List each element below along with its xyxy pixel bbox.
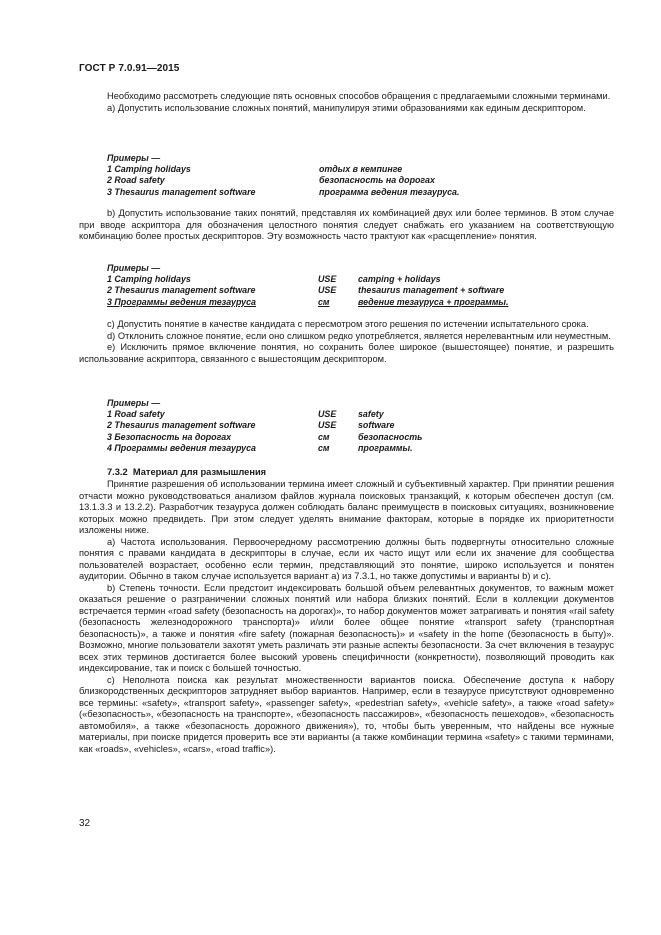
- option-e-paragraph: е) Исключить прямое включение понятия, но сохранить более широкое (вышестоящее) понятие, и разрешить использование аскриптора, связанного с вышестоящим дескриптором.: [79, 342, 614, 364]
- section-title: Материал для размышления: [132, 467, 267, 477]
- option-b-paragraph: b) Допустить использование таких понятий, представляя их комбинацией двух или более терминов. В этом случае при вводе аскриптора для обозначения целостного понятия следует снабжать его указанием на соответствующую комбинацию более простых дескрипторов. Эту возможность часто трактуют как «расщепление» понятия.: [79, 208, 614, 241]
- section-heading: [107, 467, 266, 477]
- factor-c-paragraph: с) Неполнота поиска как результат множественности вариантов поиска. Обеспечение доступа к набору близкородственных дескрипторов затрудняет выбор вариантов. Например, если в тезаурусе присутствуют одновременно все термины: «safety», «transport safety», «passenger safety», «pedestrian safety», «vehicle safety», а также «road safety» («безопасность», «безопасность на транспорте», «безопасность пассажиров», «безопасность пешеходов», «безопасность автомобиля», а также «безопасность дорожного движения»), то, чтобы быть уверенным, что найдены все нужные материалы, при поиске придется проверить все эти варианты (а также комбинации термина «safety» с такими терминами, как «roads», «vehicles», «cars», «road traffic»).: [79, 674, 614, 754]
- document-header: ГОСТ Р 7.0.91—2015: [79, 63, 180, 74]
- document-page: ГОСТ Р 7.0.91—2015 Необходимо рассмотреть следующие пять основных способов обращения с предлагаемыми сложными терминами. а) Допустить использование сложных понятий, манипулируя этими образованиями как единым дескриптором. Примеры — 1 Camping holidays отдых в кемпинге 2 Road safety безопасность на дорогах 3 Thesaurus management software программа ведения тезауруса. b) Допустить использование таких понятий, представляя их комбинацией двух или более терминов. В этом случае при вводе аскриптора для обозначения целостного понятия следует снабжать его указанием на соответствующую комбинацию более простых дескрипторов. Эту возможность часто трактуют как «расщепление» понятия. Примеры — 1 Camping holidays USE camping + holidays 2 Thesaurus management software USE thesaurus management + software 3 Программы ведения тезауруса см ведение тезауруса + программы. с) Допустить понятие в качестве кандидата с пересмотром этого решения по истечении испытательного срока. d) Отклонить сложное понятие, если оно слишком редко употребляется, является нерелевантным или неуместным. е) Исключить прямое включение понятия, но сохранить более широкое (вышестоящее) понятие, и разрешить использование аскриптора, связанного с вышестоящим дескриптором. Примеры — 1 Road safety USE safety 2 Thesaurus management software USE software 3 Безопасность на дорогах см безопасность 4 Программы ведения тезауруса см программы. 7.3.2 Материал для размышления Принятие разрешения об использовании термина имеет сложный и субъективный характер. При принятии решения отчасти можно руководствоваться анализом файлов журнала поисковых транзакций, к которым обеспечен доступ (см. 13.1.3.3 и 13.2.2). Разработчик тезауруса должен соблюдать баланс преимуществ в поисковых ситуациях, возникновение которых можно предвидеть. При этом следует уделять внимание факторам, которые в порядке их приоритетности изложены ниже. а) Частота использования. Первоочередному рассмотрению должны быть подвергнуты относительно сложные понятия с правами кандидата в дескрипторы в случае, если их часто ищут или если их значение для сообщества пользователей возрастает, особенно если термин, представляющий это понятие, широко используется и понятен аудитории. Обычно в таком случае используется вариант а) из 7.3.1, но также допустимы и варианты b) и с). b) Степень точности. Если предстоит индексировать большой объем релевантных документов, то важным может оказаться решение о разграничении сложных понятий или набора близких понятий. Если в коллекции документов встречается термин «road safety (безопасность на дорогах)», то набор документов может затрагивать и понятия «rail safety (безопасность железнодорожного транспорта)» и/или более общее понятие «transport safety (транспортная безопасность)», а также и понятия «fire safety (пожарная безопасность)» и «safety in the home (безопасность в быту)». Возможно, многие пользователи захотят уметь различать эти разные аспекты безопасности. За счет включения в тезаурус всех этих терминов достигается более высокий уровень специфичности (конкретности), позволяющий проводить как индексирование, так и поиск с большей точностью. с) Неполнота поиска как результат множественности вариантов поиска. Обеспечение доступа к набору близкородственных дескрипторов затрудняет выбор вариантов. Например, если в тезаурусе присутствуют одновременно все термины: «safety», «transport safety», «passenger safety», «pedestrian safety», «vehicle safety», а также «road safety» («безопасность», «безопасность на транспорте», «безопасность пассажиров», «безопасность пешеходов», «безопасность автомобиля», а также «безопасность дорожного движения»), то, чтобы быть уверенным, что найдены все нужные материалы, при поиске придется проверить все эти варианты (а также комбинации термина «safety» с такими терминами, как «roads», «vehicles», «cars», «road traffic»). 32: [79, 63, 614, 829]
- intro-block: [79, 91, 614, 114]
- option-c-paragraph: с) Допустить понятие в качестве кандидата с пересмотром этого решения по истечении испытательного срока.: [107, 319, 589, 329]
- page-number: 32: [79, 818, 91, 829]
- factor-b-paragraph: b) Степень точности. Если предстоит индексировать большой объем релевантных документов, то важным может оказаться решение о разграничении сложных понятий или набора близких понятий. Если в коллекции документов встречается термин «road safety (безопасность на дорогах)», то набор документов может затрагивать и понятия «rail safety (безопасность железнодорожного транспорта)» и/или более общее понятие «transport safety (транспортная безопасность)», а также и понятия «fire safety (пожарная безопасность)» и «safety in the home (безопасность в быту)». Возможно, многие пользователи захотят уметь различать эти разные аспекты безопасности. За счет включения в тезаурус всех этих терминов достигается более высокий уровень специфичности (конкретности), позволяющий проводить как индексирование, так и поиск с большей точностью.: [79, 582, 614, 673]
- option-a-paragraph: а) Допустить использование сложных понятий, манипулируя этими образованиями как единым дескриптором.: [107, 102, 586, 113]
- section-number: 7.3.2: [107, 467, 128, 477]
- option-d-paragraph: d) Отклонить сложное понятие, если оно слишком редко употребляется, является нерелевантным или неуместным.: [107, 330, 611, 341]
- options-cde-block: [79, 319, 614, 365]
- factor-a-paragraph: а) Частота использования. Первоочередному рассмотрению должны быть подвергнуты относительно сложные понятия с правами кандидата в дескрипторы в случае, если их часто ищут или если их значение для сообщества пользователей возрастает, особенно если термин, представляющий это понятие, широко используется и понятен аудитории. Обычно в таком случае используется вариант а) из 7.3.1, но также допустимы и варианты b) и с).: [79, 536, 614, 581]
- option-b-block: [79, 208, 614, 243]
- body-block: [79, 479, 614, 755]
- intro-paragraph: Необходимо рассмотреть следующие пять основных способов обращения с предлагаемыми сложными терминами.: [107, 91, 611, 101]
- body-paragraph: Принятие разрешения об использовании термина имеет сложный и субъективный характер. При принятии решения отчасти можно руководствоваться анализом файлов журнала поисковых транзакций, к которым обеспечен доступ (см. 13.1.3.3 и 13.2.2). Разработчик тезауруса должен соблюдать баланс преимуществ в поисковых ситуациях, возникновение которых можно предвидеть. При этом следует уделять внимание факторам, которые в порядке их приоритетности изложены ниже.: [79, 479, 614, 535]
